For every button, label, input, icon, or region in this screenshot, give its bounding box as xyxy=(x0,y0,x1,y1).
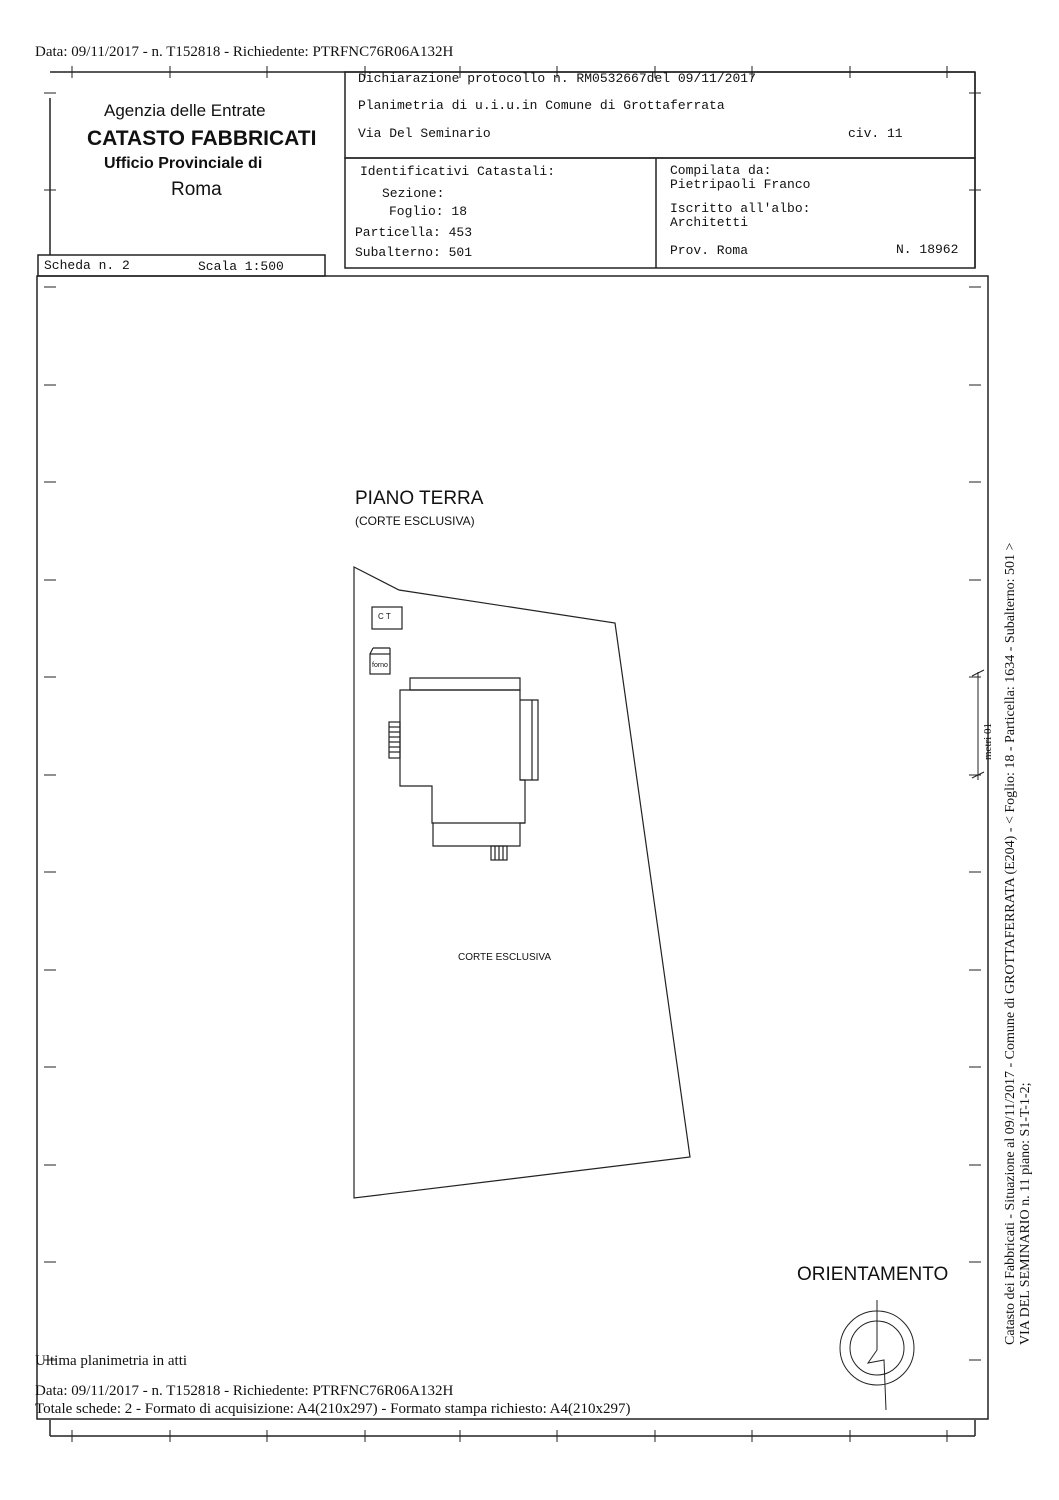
side-cadastral-note xyxy=(1003,543,1033,1345)
scale-bar-label: metri 01 xyxy=(982,723,994,760)
identifiers-subalterno: Subalterno: 501 xyxy=(355,245,473,260)
declaration-protocol: Dichiarazione protocollo n. RM0532667del 09/11/2017 xyxy=(358,71,756,86)
scheda-scale: Scala 1:500 xyxy=(198,259,284,274)
identifiers-sezione: Sezione: xyxy=(382,186,445,201)
top-header: Data: 09/11/2017 - n. T152818 - Richiedente: PTRFNC76R06A132H xyxy=(35,44,454,60)
identifiers-heading: Identificativi Catastali: xyxy=(360,164,556,179)
court-label: CORTE ESCLUSIVA xyxy=(458,952,551,963)
scheda-number: Scheda n. 2 xyxy=(44,258,130,273)
declaration-planimetry: Planimetria di u.i.u.in Comune di Grottaferrata xyxy=(358,98,725,113)
declaration-street: Via Del Seminario xyxy=(358,126,491,141)
parcel-plan xyxy=(354,567,690,1198)
orientation-label: ORIENTAMENTO xyxy=(797,1264,949,1285)
compiler-label: Compilata da: xyxy=(670,163,772,178)
identifiers-foglio: Foglio: 18 xyxy=(389,204,468,219)
office-city: Roma xyxy=(171,179,222,200)
catasto-title: CATASTO FABBRICATI xyxy=(87,127,317,150)
drawing-frame xyxy=(37,276,988,1419)
floor-subtitle: (CORTE ESCLUSIVA) xyxy=(355,514,475,528)
building-roof-strip xyxy=(410,678,520,690)
footer-totals-line: Totale schede: 2 - Formato di acquisizione: A4(210x297) - Formato stampa richiesto: A4(210x297) xyxy=(35,1401,631,1417)
ct-label: C T xyxy=(378,612,391,621)
identifiers-particella: Particella: 453 xyxy=(355,225,473,240)
footer-data-line: Data: 09/11/2017 - n. T152818 - Richiedente: PTRFNC76R06A132H xyxy=(35,1383,454,1399)
footer-last-plan: Ultima planimetria in atti xyxy=(35,1353,188,1369)
compass-icon xyxy=(840,1300,914,1410)
floor-title: PIANO TERRA xyxy=(355,488,484,509)
side-note-line1: Catasto dei Fabbricati - Situazione al 09/11/2017 - Comune di GROTTAFERRATA (E204) - < Foglio: 18 - Particella: 1634 - Subalterno: 501 > xyxy=(1003,542,1018,1345)
compiler-province: Prov. Roma xyxy=(670,243,749,258)
court-boundary xyxy=(354,567,690,1198)
agency-name: Agenzia delle Entrate xyxy=(104,101,266,120)
forno-label: forno xyxy=(372,662,388,669)
registered-label: Iscritto all'albo: xyxy=(670,201,811,216)
office-label: Ufficio Provinciale di xyxy=(104,155,263,172)
compiler-name: Pietripaoli Franco xyxy=(670,177,811,192)
registered-value: Architetti xyxy=(670,215,749,230)
compiler-number: N. 18962 xyxy=(896,242,959,257)
side-note-line2: VIA DEL SEMINARIO n. 11 piano: S1-T-1-2; xyxy=(1018,1082,1033,1345)
declaration-civic: civ. 11 xyxy=(848,126,903,141)
